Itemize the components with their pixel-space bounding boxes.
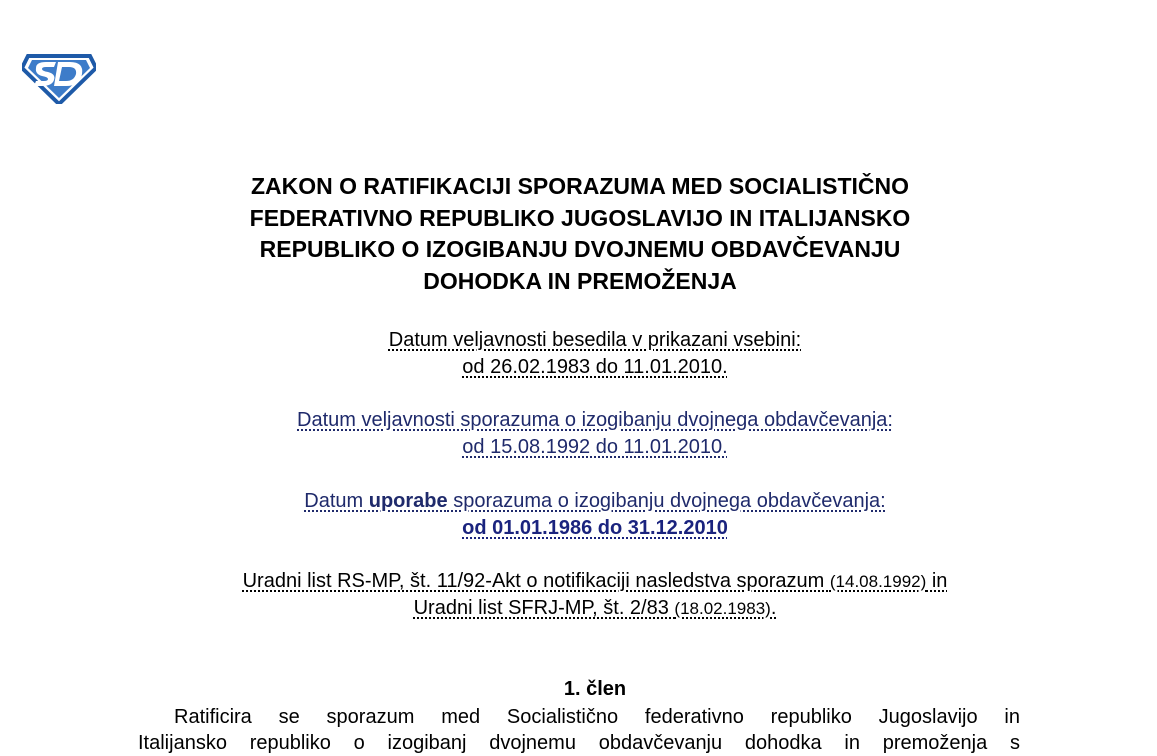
article-line-2: Italijansko republiko o izogibanj dvojnemu obdavčevanju dohodka in premoženja s [138,732,1020,754]
agreement-application-label[interactable] [150,488,1040,515]
official-gazette-block [150,568,1040,622]
gazette-line-2-end: . [770,597,777,619]
sd-diamond-logo-icon [22,48,96,104]
article-line-1: Ratificira se sporazum med Socialistično federativno republiko Jugoslavijo in [174,706,1020,728]
agreement-validity-label[interactable]: Datum veljavnosti sporazuma o izogibanju dvojnega obdavčevanja: [297,409,893,431]
agreement-validity-block [150,407,1040,461]
gazette-line-1-main: Uradni list RS-MP, št. 11/92-Akt o notifikaciji nasledstva sporazum [242,570,830,592]
text-validity-label[interactable]: Datum veljavnosti besedila v prikazani vsebini: [388,329,802,351]
gazette-line-1-end: in [926,570,948,592]
article-paragraph [138,704,1020,756]
agreement-application-dates[interactable]: od 01.01.1986 do 31.12.2010 [462,517,728,539]
application-bold-word: uporabe [368,490,448,512]
article-heading: 1. člen [563,678,627,700]
gazette-line-2-main: Uradni list SFRJ-MP, št. 2/83 [413,597,675,619]
gazette-line-2-date: (18.02.1983) [674,599,771,618]
application-suffix: sporazuma o izogibanju dvojnega obdavčevanja: [447,490,886,512]
application-prefix: Datum [304,490,369,512]
agreement-application-block [150,488,1040,542]
gazette-line-1[interactable] [150,568,1040,595]
title-line: ZAKON O RATIFIKACIJI SPORAZUMA MED SOCIALISTIČNO [250,173,910,199]
title-line: DOHODKA IN PREMOŽENJA [423,267,737,294]
title-line: REPUBLIKO O IZOGIBANJU DVOJNEMU OBDAVČEVANJU [259,236,901,262]
document-title [150,171,1010,297]
gazette-line-1-date: (14.08.1992) [829,572,927,591]
text-validity-dates[interactable]: od 26.02.1983 do 11.01.2010. [462,356,728,378]
agreement-validity-dates[interactable]: od 15.08.1992 do 11.01.2010. [462,436,728,458]
title-line: FEDERATIVNO REPUBLIKO JUGOSLAVIJO IN ITALIJANSKO [249,204,911,231]
gazette-line-2[interactable] [150,595,1040,622]
text-validity-block [150,327,1040,381]
